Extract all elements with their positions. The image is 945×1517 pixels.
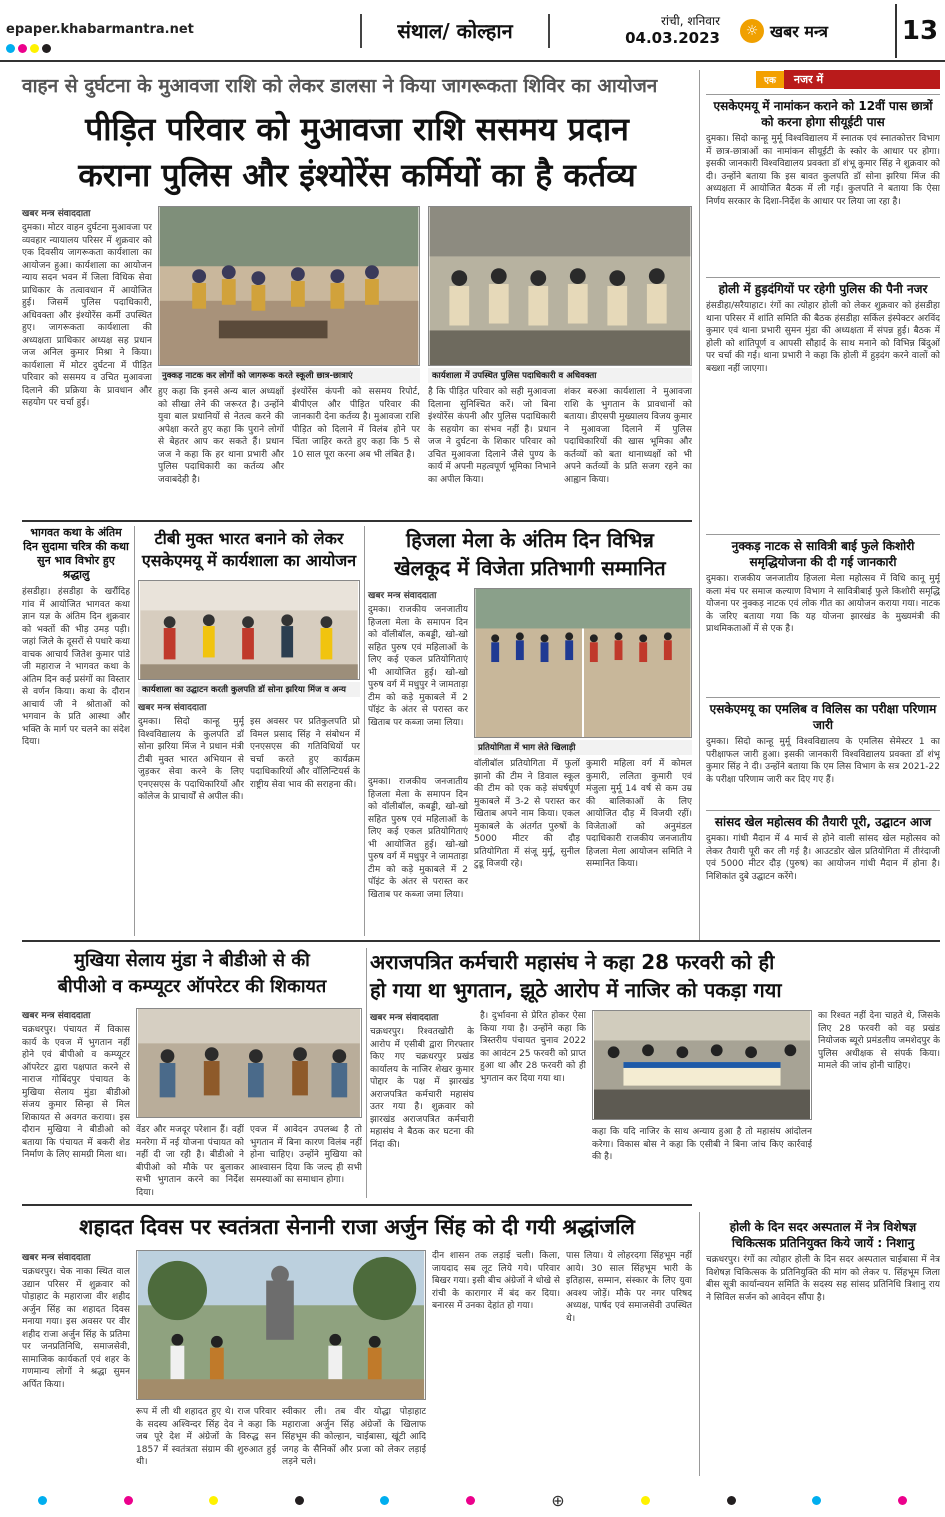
byline: खबर मन्त्र संवाददाता [368,591,437,601]
brand [740,16,890,46]
sidebar-briefs [706,70,940,903]
story-hijla-col1 [368,588,468,779]
story-headline-line: हिजला मेला के अंतिम दिन विभिन्न [406,528,654,552]
tribute-statue-photo [137,1251,425,1399]
brief-text: हंसडीहा/सरैयाहाट। रंगों का त्योहार होली को लेकर शुक्रवार को हंसडीहा थाना परिसर में शांति समिति की बैठक हंसडीहा सर्किल इंस्पेक्टर अरविंद कुमार एवं थाना प्रभारी सुमन मुंडा की अध्यक्षता में संपन्न हुई। बैठक में होली को शांतिपूर्ण व आपसी सौहार्द के साथ मनाने को विभिन्न बिंदुओं पर चर्चा की गई। थाना प्रभारी ने कहा कि होली में हुड़दंग करने वालों को बख्शा नहीं जाएगा। [706,301,940,374]
lead-headline [22,106,692,198]
byline: खबर मन्त्र संवाददाता [22,1011,91,1021]
article-text: वॉलीबॉल प्रतियोगिता में फुलों झानो की टीम ने डिवाल स्कूल की टीम को एक कड़े संघर्षपूर्ण मुकाबले में 3-2 से परास्त कर खिताब अपने नाम किया। एकल मुकाबले के अंतर्गत पुरुषों के 5000 मीटर की दौड़ प्रतियोगिता में संजू मुर्मू, सुनील टुडू विजयी रहे। [474,759,580,869]
article-text: दुमका। राजकीय जनजातीय हिजला मेला के समापन दिन को वॉलीबॉल, कबड्डी, खो-खो सहित पुरुष एवं महिलाओं के लिए कई एकल प्रतियोगिताएं भी आयोजित हुई। खो-खो पुरुष वर्ग में मधुपुर ने जामताड़ा टीम को कड़े मुकाबले में 2 पॉइंट के अंतर से परास्त कर खिताब पर कब्जा जमा लिया। [368,777,468,900]
color-registration-dots [6,44,51,53]
page-header [0,0,945,62]
story-shahadat-headline: शहादत दिवस पर स्वतंत्रता सेनानी राजा अर्जुन सिंह को दी गयी श्रद्धांजलि [79,1215,635,1239]
lead-headline-line: कराना पुलिस और इंश्योरेंस कर्मियों का है कर्तव्य [78,156,636,194]
story-mahasangh-col1 [370,1010,474,1198]
mahasangh-photo [592,1010,812,1120]
kabaddi-match-photo [475,589,691,737]
article-text: का रिश्वत नहीं देना चाहते थे, जिसके लिए 28 फरवरी को वह प्रखंड नियोजक ब्यूरो प्रमंडलीय जमशेदपुर के पुलिस अधीक्षक से संपर्क किया। मामले की जांच होनी चाहिए। [818,1011,940,1071]
story-headline-line: बीपीओ व कम्प्यूटर ऑपरेटर की शिकायत [57,976,327,997]
story-bhagwat [22,526,130,966]
shahadat-photo [136,1250,426,1400]
column-divider [699,70,700,940]
article-text: दुमका। सिदो कान्हू मुर्मू विश्वविद्यालय के कुलपति डॉ सोना झरिया मिंज ने प्रधान मंत्री टीबी मुक्त भारत अभियान से जुड़कर सेवा करने के लिए एनएसएस के पदाधिकारियों और कॉलेज के प्राचार्यों से अपील की। [138,717,244,802]
mukhiya-photo [136,1008,362,1118]
brief-headline: एसकेएमयू में नामांकन कराने को 12वीं पास छात्रों को करना होगा सीयूईटी पास [706,94,940,130]
lead-headline-line: पीड़ित परिवार को मुआवजा राशि ससमय प्रदान [85,110,629,148]
brief-headline: नुक्कड़ नाटक से सावित्री बाई फुले किशोरी समृद्धियोजना की दी गई जानकारी [706,534,940,570]
registration-dot [295,1496,304,1505]
kabaddi-photo [474,588,692,738]
registration-dot [898,1496,907,1505]
lead-photo-2 [428,206,692,366]
protest-banner-photo [593,1011,811,1119]
street-play-photo [159,207,419,365]
registration-dot [209,1496,218,1505]
article-text: इस अवसर पर प्रतिकुलपति प्रो विमल प्रसाद सिंह ने संबोधन में एनएसएस की गतिविधियों पर चर्चा करते हुए कार्यक्रम पदाधिकारियों और वॉलिन्टियर्स के राष्ट्रीय सेवा भाव की सराहना की। [250,717,360,790]
story-headline-line: हो गया था भुगतान, झूठे आरोप में नाजिर को पकड़ा गया [370,978,782,1002]
ribbon-cutting-photo [139,581,359,679]
brief-headline: होली में हुड़दंगियों पर रहेगी पुलिस की पैनी नजर [706,277,940,297]
registration-dot [42,44,51,53]
byline: खबर मन्त्र संवाददाता [370,1013,439,1023]
column-divider [134,526,135,936]
story-headline-line: खेलकूद में विजेता प्रतिभागी सम्मानित [394,556,666,580]
footer-registration [0,1488,945,1512]
registration-dot [38,1496,47,1505]
article-text: दुमका। राजकीय जनजातीय हिजला मेला के समापन दिन को वॉलीबॉल, कबड्डी, खो-खो सहित पुरुष एवं महिलाओं के लिए कई एकल प्रतियोगिताएं भी आयोजित हुई। खो-खो पुरुष वर्ग में मधुपुर ने जामताड़ा टीम को कड़े मुकाबले में 2 पॉइंट के अंतर से परास्त कर खिताब पर कब्जा जमा लिया। [368,605,468,728]
section-rule [22,520,692,522]
article-text: पास लिया। ये लोहरदगा सिंहभूम नहीं आये। 30 साल सिंहभूम भारी के इतिहास, सम्मान, संस्कार के लिए युवा अवश्य जोड़ें। मौके पर नगर परिषद अध्यक्ष, पार्षद एवं समाजसेवी उपस्थित थे। [566,1251,692,1324]
brief-headline: एसकेएमयू का एमलिब व विलिस का परीक्षा परिणाम जारी [706,697,940,733]
photo-caption: प्रतियोगिता में भाग लेते खिलाड़ी [474,740,692,755]
article-text: इंश्योरेंस कंपनी को ससमय रिपोर्ट, बीपीएल और पीड़ित परिवार की जानकारी देना कर्तव्य है। मुआवजा राशि पीड़ित को दिलाने में विलंब होने पर चिंता जाहिर करते हुए कहा कि 5 से 10 साल पूरा करना अब भी लंबित है। [292,387,420,460]
brief-headline: होली के दिन सदर अस्पताल में नेत्र विशेषज्ञ चिकित्सक प्रतिनियुक्त किये जायें : निशानु [729,1220,917,1250]
workshop-photo [429,207,691,365]
story-tb-headline [138,528,360,572]
story-headline-line: अराजपत्रित कर्मचारी महासंघ ने कहा 28 फरवरी को ही [370,950,775,974]
photo-caption: कार्यशाला का उद्घाटन करती कुलपति डॉ सोना झरिया मिंज व अन्य [138,682,360,697]
column-divider [364,526,365,936]
site-url[interactable]: epaper.khabarmantra.net [6,22,194,37]
article-text: स्वीकार ली। तब वीर योद्धा पोड़ाहाट महाराजा अर्जुन सिंह अंग्रेजों के खिलाफ सिंहभूम की कोल्हान, चाईबासा, खूंटी आदि जगह के सैनिकों और प्रजा को लेकर लड़ाई लड़ने चले। [282,1407,426,1467]
date: 04.03.2023 [625,29,720,47]
brief-text: दुमका। गांधी मैदान में 4 मार्च से होने वाली सांसद खेल महोत्सव को लेकर तैयारी पूरी कर ली गई है। आउटडोर खेल प्रतियोगिता में तीरंदाजी एवं 5000 मीटर दौड़ (पुरुष) का आयोजन गांधी मैदान में होना है। निशिकांत दुबे उद्घाटन करेंगे। [706,834,940,882]
byline: खबर मन्त्र संवाददाता [22,209,91,219]
office-meeting-photo [137,1009,361,1117]
registration-dot [6,44,15,53]
section-title: संथाल/ कोल्हान [360,14,550,48]
brief-text: दुमका। राजकीय जनजातीय हिजला मेला महोत्सव में विधि कानू मुर्मू कला मंच पर समाज कल्याण विभाग ने सावित्रीबाई फुले किशोरी समृद्धि योजना पर नुक्कड़ नाटक एवं लोक गीत का आयोजन कराया गया। नाटक के जरिए बताया गया कि यह योजना झारखंड के मुख्यमंत्री की प्राथमिकताओं में से एक है। [706,574,940,634]
byline: खबर मन्त्र संवाददाता [22,1253,91,1263]
article-text: है कि पीड़ित परिवार को सही मुआवजा दिलाना सुनिश्चित करें। जो बिना इंश्योरेंस कंपनी और पुलिस पदाधिकारी के सहयोग का संभव नहीं है। प्रधान जज ने दुर्घटना के शिकार परिवार को उचित मुआवजा दिलाने जैसे पुण्य के कार्य में अपनी महत्वपूर्ण भूमिका निभाने का अपील किया। [428,387,556,485]
registration-dot [641,1496,650,1505]
tb-workshop-photo [138,580,360,680]
registration-dot [30,44,39,53]
article-text: रूप में ली थी शहादत हुए थे। राज परिवार के सदस्य अश्विन्दर सिंह देव ने कहा कि जब पूरे देश में अंग्रेजों के विरुद्ध सन 1857 में स्वतंत्रता संग्राम की शुरुआत हुई थी। [136,1407,276,1467]
byline: खबर मन्त्र संवाददाता [138,703,207,713]
story-tb-body [138,700,360,716]
page-number: 13 [895,4,943,58]
article-text: चक्रधरपुर। पंचायत में विकास कार्य के एवज में भुगतान नहीं होने एवं बीपीओ व कम्प्यूटर ऑपरेटर द्वारा पक्षपात करने से नाराज गोबिंदपुर पंचायत के मुखिया सेलाय मुंडा बीडीओ संजय कुमार सिन्हा से मिल शिकायत से अवगत कराया। इस दौरान मुखिया ने बीडीओ को बताया कि पंचायत में बकरी शेड निर्माण के लिए सामग्री मिला था। [22,1025,130,1160]
lead-kicker: वाहन से दुर्घटना के मुआवजा राशि को लेकर डालसा ने किया जागरूकता शिविर का आयोजन [22,75,658,97]
article-text: कहा कि यदि नाजिर के साथ अन्याय हुआ है तो महासंघ आंदोलन करेगा। विकास बोस ने कहा कि एसीबी ने बिना जांच किए कार्रवाई की है। [592,1127,812,1162]
column-divider [699,1212,700,1476]
brand-logo-icon: ☼ [740,19,764,43]
sidebar-tag [706,70,940,88]
crosshair-icon: ⊕ [551,1490,565,1510]
sidebar-tag-right: नजर में [784,70,940,89]
brief-text: दुमका। सिदो कान्हू मुर्मू विश्वविद्यालय में स्नातक एवं स्नातकोत्तर विभाग में छात्र-छात्राओं का नामांकन सीयूईटी के स्कोर के आधार पर होगा। इसकी जानकारी विश्वविद्यालय प्रवक्ता डॉ शंभू कुमार सिंह ने शुक्रवार को दी। उन्होंने बताया कि इस बावत कुलपति डॉ सोना झरिया मिंज की अध्यक्षता में आयोजित बैठक में ली गई। कुलपति ने बताया कि ऐसा निर्णय सरकार के दिशा-निर्देश के आधार पर लिया जा रहा है। [706,134,940,207]
sidebar-tag-left: एक [756,71,784,88]
article-text: शंकर बरुआ कार्यशाला ने मुआवजा राशि के भुगतान के प्रावधानों को बताया। डीएसपी मुख्यालय विजय कुमार ने मुआवजा दिलाने में पुलिस पदाधिकारियों की खास भूमिका और कर्तव्यों को बता थानाध्यक्षों को भी अपने कर्तव्यों के प्रति सजग रहने का आह्वान किया। [564,387,692,485]
article-text: दीन शासन तक लड़ाई चली। किला, जायदाद सब लूट लिये गये। परिवार बिखर गया। इसी बीच अंग्रेजों ने धोखे से रांची के कारागार में बंद कर दिया। बनारस में उनका देहांत हो गया। [432,1251,560,1311]
registration-dot [466,1496,475,1505]
section-rule [22,940,940,942]
section-rule [22,1204,692,1206]
story-headline: भागवत कथा के अंतिम दिन सुदामा चरित्र की कथा सुन भाव विभोर हुए श्रद्धालु [23,526,129,581]
brief-text: दुमका। सिदो कान्हू मुर्मू विश्वविद्यालय के एमलिस सेमेस्टर 1 का परीक्षाफल जारी हुआ। इसकी जानकारी विश्वविद्यालय प्रवक्ता डॉ शंभू कुमार सिंह ने दी। उन्होंने बताया कि एम लिस विभाग के सत्र 2021-22 के परीक्षा परिणाम जारी कर दिए गए हैं। [706,737,940,785]
registration-dot [727,1496,736,1505]
article-text: एवज में आवेदन उपलब्ध है तो भुगतान में बिना कारण विलंब नहीं होना चाहिए। उन्होंने मुखिया को आश्वासन दिया कि जल्द ही सभी समस्याओं का समाधान होगा। [250,1125,362,1185]
photo-caption: नुक्कड़ नाटक कर लोगों को जागरूक करते स्कूली छात्र-छात्राएं [158,368,420,383]
story-mahasangh-headline [370,948,940,1004]
article-text: चक्रधरपुर। चेक नाका स्थित वाल उद्यान परिसर में शुक्रवार को पोड़ाहाट के महाराजा वीर शहीद अर्जुन सिंह का शहादत दिवस मनाया गया। इस अवसर पर वीर शहीद राजा अर्जुन सिंह के प्रतिमा पर जनप्रतिनिधि, समाजसेवी, सामाजिक कार्यकर्ता एवं शहर के गणमान्य लोगों ने श्रद्धा सुमन अर्पित किया। [22,1267,130,1390]
photo-caption: कार्यशाला में उपस्थित पुलिस पदाधिकारी व अधिवक्ता [428,368,692,383]
article-text: वेंडर और मजदूर परेशान हैं। वहीं मनरेगा में नई योजना पंचायत को नहीं दी जा रही है। बीडीओ ने बीपीओ को मौके पर बुलाकर सभी भुगतान करने का निर्देश दिया। [136,1125,244,1198]
article-text: हुए कहा कि इनसे अन्य बाल अध्यक्षों को सीखा लेने की जरूरत है। उन्होंने युवा बाल प्रधानियों से नेतत्व करने की अपेक्षा करते हुए कहा कि पुराने लोगों से बेहतर आप कर सकते हैं। प्रधान जज ने कहा कि हर थाना प्रभारी और पुलिस पदाधिकारी का कर्तव्य और जवाबदेही है। [158,387,284,485]
lead-column-1 [22,206,152,516]
story-shahadat-col1 [22,1250,130,1486]
article-text: कुमारी महिला वर्ग में कोमल कुमारी, ललिता कुमारी एवं मंजुला मुर्मू 14 वर्ष से कम उम्र की बालिकाओं के लिए आयोजित दौड़ में विजयी रहीं। विजेताओं को अनुमंडल पदाधिकारी राजकीय जनजातीय हिजला मेला आयोजन समिति ने सम्मानित किया। [586,759,692,869]
story-mukhiya-col1 [22,1008,130,1214]
city-day: रांची, शनिवार [661,14,720,28]
registration-dot [812,1496,821,1505]
brief-eye-specialist [706,1212,940,1474]
registration-dot [380,1496,389,1505]
column-divider [366,948,367,1198]
article-text: चक्रधरपुर। रिश्वतखोरी के आरोप में एसीबी द्वारा गिरफ्तार किए गए चक्रधरपुर प्रखंड कार्यालय के नाजिर शेखर कुमार पोद्दार के पक्ष में झारखंड अराजपत्रित कर्मचारी महासंघ उतर गया है। शुक्रवार को झारखंड अराजपत्रित कर्मचारी महासंघ ने बैठक कर घटना की निंदा की। [370,1027,474,1150]
edition-date [620,12,720,47]
article-text: हंसडीहा। हंसडीहा के खरौंदिह गांव में आयोजित भागवत कथा ज्ञान यज्ञ के अंतिम दिन शुक्रवार को भक्तों की भीड़ उमड़ पड़ी। जहां जिले के दूसरों से पधारे कथा वाचक आचार्य जितेश कुमार पांडे जी महाराज ने भागवत कथा के अंतिम दिन कई प्रसंगों का विस्तार से वर्णन किया। कथा के दौरान आचार्य जी ने श्रोताओं को भगवान के प्रति आस्था और भक्ति के मार्ग पर चलने का संदेश दिया। [22,587,130,747]
story-headline-line: एसकेएमयू में कार्यशाला का आयोजन [141,551,357,570]
story-headline-line: मुखिया सेलाय मुंडा ने बीडीओ से की [74,950,310,971]
brief-text: चक्रधरपुर। रंगों का त्योहार होली के दिन सदर अस्पताल चाईबासा में नेत्र विशेषज्ञ चिकित्सक के प्रतिनियुक्ति की मांग को लेकर प. सिंहभूम जिला बीस सूत्री कार्यान्वयन समिति के सदस्य सह सांसद प्रतिनिधि त्रिशानु राय ने सिविल सर्जन को आवेदन सौंपा है। [706,1255,940,1303]
story-mukhiya-headline [22,948,362,1000]
registration-dot [124,1496,133,1505]
lead-photo-1 [158,206,420,366]
story-headline-line: टीबी मुक्त भारत बनाने को लेकर [154,529,344,548]
brand-name: खबर मन्त्र [770,22,828,41]
registration-dot [18,44,27,53]
article-text: दुमका। मोटर वाहन दुर्घटना मुआवजा पर व्यवहार न्यायालय परिसर में शुक्रवार को एक दिवसीय जागरूकता कार्यशाला का आयोजन हुआ। कार्यशाला का आयोजन न्याय सदन भवन में जिला विधिक सेवा प्राधिकार के तत्वावधान में आयोजित हुई। जिसमें पुलिस पदाधिकारी, अधिवक्ता और इंश्योरेंस कर्मी उपस्थित हुए। जागरूकता कार्यशाला की अध्यक्षता प्राधिकार अध्यक्ष सह प्रधान जज अनिल कुमार मिश्रा ने किया। कार्यशाला में मोटर दुर्घटना में पीड़ित परिवार को ससमय व उचित मुआवजा दिलाने की प्रक्रिया के प्रावधान और सहयोग पर चर्चा हुई। [22,223,152,408]
brief-headline: सांसद खेल महोत्सव की तैयारी पूरी, उद्घाटन आज [706,810,940,830]
story-hijla-headline [368,526,692,582]
article-text: है। दुर्भावना से प्रेरित होकर ऐसा किया गया है। उन्होंने कहा कि त्रिस्तरीय पंचायत चुनाव 2022 का आवंटन 25 फरवरी को प्राप्त हुआ था और 28 फरवरी को ही भुगतान कर दिया गया था। [480,1011,586,1084]
